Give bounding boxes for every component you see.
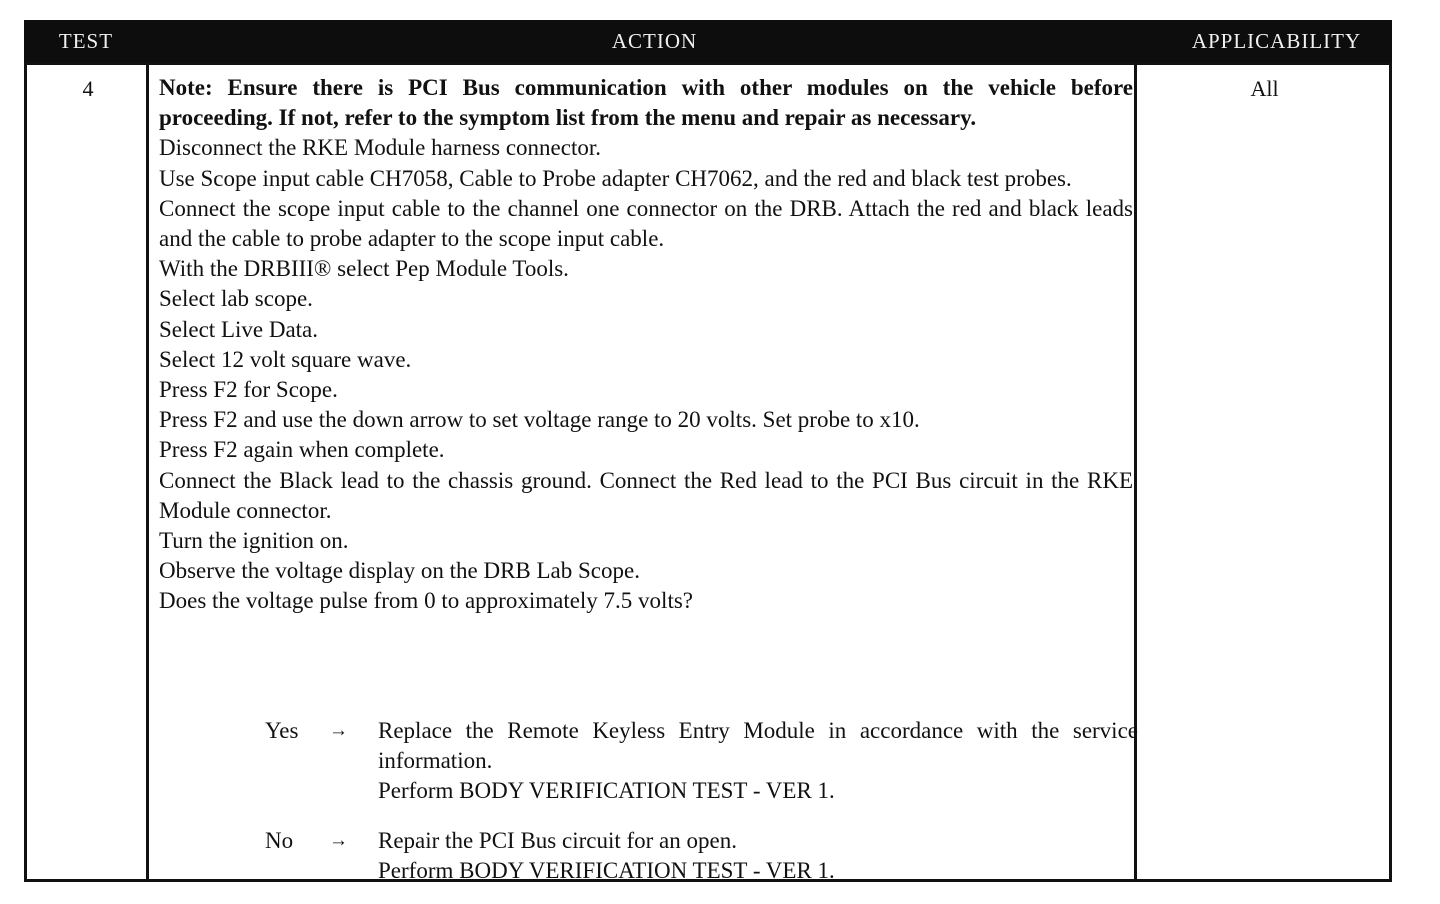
outcome-no-text: [378, 826, 1138, 886]
header-action: ACTION: [611, 29, 698, 53]
outcome-yes-line-2: Perform BODY VERIFICATION TEST - VER 1.: [378, 778, 835, 804]
header-applicability: APPLICABILITY: [1191, 29, 1362, 53]
outcome-yes-label: Yes: [265, 718, 299, 743]
step-10: Press F2 again when complete.: [159, 437, 445, 463]
step-9: Press F2 and use the down arrow to set voltage range to 20 volts. Set probe to x10.: [159, 407, 920, 433]
step-2: Use Scope input cable CH7058, Cable to Probe adapter CH7062, and the red and black test probes.: [159, 165, 1072, 191]
step-14: Does the voltage pulse from 0 to approximately 7.5 volts?: [159, 588, 693, 614]
outcome-yes-line-1: Replace the Remote Keyless Entry Module in accordance with the service information.: [378, 718, 1138, 774]
diagnostic-table: [24, 20, 1392, 882]
step-1: Disconnect the RKE Module harness connector.: [159, 135, 601, 161]
step-6: Select Live Data.: [159, 316, 319, 342]
column-divider-test: [146, 62, 149, 879]
step-3: Connect the scope input cable to the channel one connector on the DRB. Attach the red and black leads and the cable to probe adapter to the scope input cable.: [159, 195, 1133, 252]
step-13: Observe the voltage display on the DRB Lab Scope.: [159, 558, 640, 584]
step-5: Select lab scope.: [159, 286, 313, 312]
outcome-no-line-2: Perform BODY VERIFICATION TEST - VER 1.: [378, 858, 835, 884]
applicability-value: All: [1250, 76, 1279, 101]
step-12: Turn the ignition on.: [159, 528, 349, 554]
outcome-no-label: No: [265, 828, 294, 853]
header-rule: [24, 62, 1392, 65]
outcome-no-line-1: Repair the PCI Bus circuit for an open.: [378, 828, 737, 853]
action-cell: [159, 73, 1133, 617]
arrow-right-icon: →: [329, 720, 348, 741]
outcome-yes-text: [378, 716, 1138, 807]
step-4: With the DRBIII® select Pep Module Tools.: [159, 256, 569, 282]
step-11: Connect the Black lead to the chassis ground. Connect the Red lead to the PCI Bus circuit in the RKE Module connector.: [159, 467, 1133, 523]
table-header: [24, 20, 1392, 62]
test-number: 4: [82, 76, 94, 101]
header-test: TEST: [58, 29, 114, 53]
arrow-right-icon: →: [329, 830, 348, 851]
note-text: Note: Ensure there is PCI Bus communication with other modules on the vehicle before proceeding. If not, refer to the symptom list from the menu and repair as necessary.: [159, 75, 1133, 131]
step-8: Press F2 for Scope.: [159, 377, 338, 403]
step-7: Select 12 volt square wave.: [159, 346, 412, 372]
